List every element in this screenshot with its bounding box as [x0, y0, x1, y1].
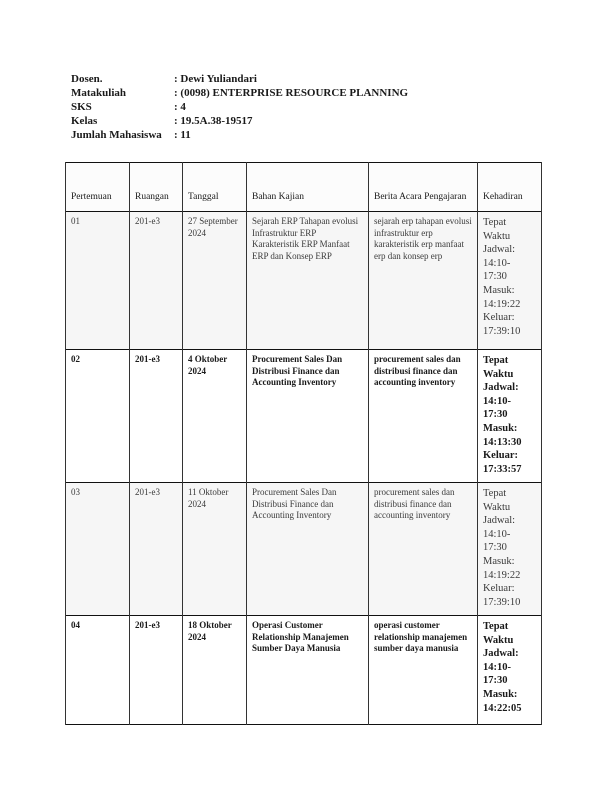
- matakuliah-row: [71, 86, 541, 100]
- cell-kehadiran: [478, 616, 542, 725]
- cell-bahan-kajian: Procurement Sales Dan Distribusi Finance dan Accounting Inventory: [247, 483, 369, 616]
- kehadiran-line: 14:10-: [483, 395, 511, 407]
- kehadiran-line: 14:10-: [483, 257, 511, 269]
- sks-value: : 4: [174, 101, 186, 113]
- kehadiran-line: Tepat: [483, 355, 509, 366]
- kehadiran-line: 17:33:57: [483, 463, 522, 475]
- kehadiran-line: Jadwal:: [483, 382, 519, 394]
- table-header-row: [66, 163, 542, 212]
- cell-berita-acara: procurement sales dan distribusi finance dan accounting inventory: [369, 350, 478, 483]
- kehadiran-line: Masuk:: [483, 688, 518, 700]
- kehadiran-line: 14:10-: [483, 528, 511, 540]
- kehadiran-line: Waktu: [483, 230, 511, 242]
- kehadiran-line: Waktu: [483, 368, 514, 380]
- course-info: [71, 72, 541, 142]
- cell-pertemuan: 02: [66, 350, 130, 483]
- cell-pertemuan: 01: [66, 212, 130, 350]
- dosen-row: [71, 72, 541, 86]
- cell-tanggal: 18 Oktober 2024: [183, 616, 247, 725]
- kehadiran-line: 17:39:10: [483, 596, 521, 608]
- kehadiran-line: Tepat: [483, 621, 509, 632]
- cell-kehadiran: [478, 483, 542, 616]
- kelas-row: [71, 114, 541, 128]
- cell-bahan-kajian: Operasi Customer Relationship Manajemen Sumber Daya Manusia: [247, 616, 369, 725]
- column-header-bahan-kajian: Bahan Kajian: [247, 163, 369, 212]
- kehadiran-line: Keluar:: [483, 583, 515, 595]
- kehadiran-line: Waktu: [483, 501, 511, 513]
- cell-berita-acara: procurement sales dan distribusi finance dan accounting inventory: [369, 483, 478, 616]
- kehadiran-line: Jadwal:: [483, 648, 519, 660]
- table-row: [66, 483, 542, 616]
- cell-tanggal: 4 Oktober 2024: [183, 350, 247, 483]
- kehadiran-line: Masuk:: [483, 422, 518, 434]
- kehadiran-line: 14:19:22: [483, 298, 521, 310]
- column-header-pertemuan: Pertemuan: [66, 163, 130, 212]
- jumlah-mahasiswa-value: : 11: [174, 129, 191, 141]
- cell-pertemuan: 04: [66, 616, 130, 725]
- cell-ruangan: 201-e3: [130, 616, 183, 725]
- cell-tanggal: 27 September 2024: [183, 212, 247, 350]
- kehadiran-line: Jadwal:: [483, 244, 516, 256]
- table-row: [66, 350, 542, 483]
- jumlah-mahasiswa-row: [71, 128, 541, 142]
- kehadiran-line: 14:13:30: [483, 436, 522, 448]
- kehadiran-line: Keluar:: [483, 312, 515, 324]
- kehadiran-line: Tepat: [483, 488, 507, 499]
- matakuliah-value: : (0098) ENTERPRISE RESOURCE PLANNING: [174, 87, 409, 99]
- kehadiran-line: 17:30: [483, 675, 508, 687]
- kehadiran-line: 17:39:10: [483, 325, 521, 337]
- matakuliah-label: Matakuliah: [71, 87, 127, 99]
- sks-row: [71, 100, 541, 114]
- kehadiran-line: Tepat: [483, 217, 507, 228]
- kehadiran-line: Masuk:: [483, 284, 515, 296]
- kehadiran-line: 14:22:05: [483, 702, 522, 714]
- cell-berita-acara: operasi customer relationship manajemen sumber daya manusia: [369, 616, 478, 725]
- kehadiran-line: 17:30: [483, 271, 507, 283]
- cell-tanggal: 11 Oktober 2024: [183, 483, 247, 616]
- dosen-label: Dosen.: [71, 73, 103, 85]
- kehadiran-line: 14:10-: [483, 661, 511, 673]
- kehadiran-line: 14:19:22: [483, 569, 521, 581]
- sks-label: SKS: [71, 101, 92, 113]
- cell-pertemuan: 03: [66, 483, 130, 616]
- column-header-kehadiran: Kehadiran: [478, 163, 542, 212]
- kelas-value: : 19.5A.38-19517: [174, 115, 253, 127]
- table-row: [66, 616, 542, 725]
- cell-bahan-kajian: Procurement Sales Dan Distribusi Finance dan Accounting Inventory: [247, 350, 369, 483]
- kelas-label: Kelas: [71, 115, 98, 127]
- column-header-tanggal: Tanggal: [183, 163, 247, 212]
- cell-berita-acara: sejarah erp tahapan evolusi infrastruktur erp karakteristik erp manfaat erp dan konsep erp: [369, 212, 478, 350]
- kehadiran-line: 17:30: [483, 542, 507, 554]
- column-header-berita-acara: Berita Acara Pengajaran: [369, 163, 478, 212]
- table-row: [66, 212, 542, 350]
- attendance-table: [65, 162, 542, 725]
- cell-kehadiran: [478, 212, 542, 350]
- cell-kehadiran: [478, 350, 542, 483]
- cell-ruangan: 201-e3: [130, 483, 183, 616]
- cell-ruangan: 201-e3: [130, 350, 183, 483]
- dosen-value: : Dewi Yuliandari: [174, 73, 257, 85]
- jumlah-mahasiswa-label: Jumlah Mahasiswa: [71, 129, 162, 141]
- kehadiran-line: Keluar:: [483, 450, 518, 462]
- kehadiran-line: Jadwal:: [483, 515, 516, 527]
- kehadiran-line: 17:30: [483, 409, 508, 421]
- cell-ruangan: 201-e3: [130, 212, 183, 350]
- cell-bahan-kajian: Sejarah ERP Tahapan evolusi Infrastruktur ERP Karakteristik ERP Manfaat ERP dan Konsep ERP: [247, 212, 369, 350]
- column-header-ruangan: Ruangan: [130, 163, 183, 212]
- kehadiran-line: Masuk:: [483, 555, 515, 567]
- kehadiran-line: Waktu: [483, 634, 514, 646]
